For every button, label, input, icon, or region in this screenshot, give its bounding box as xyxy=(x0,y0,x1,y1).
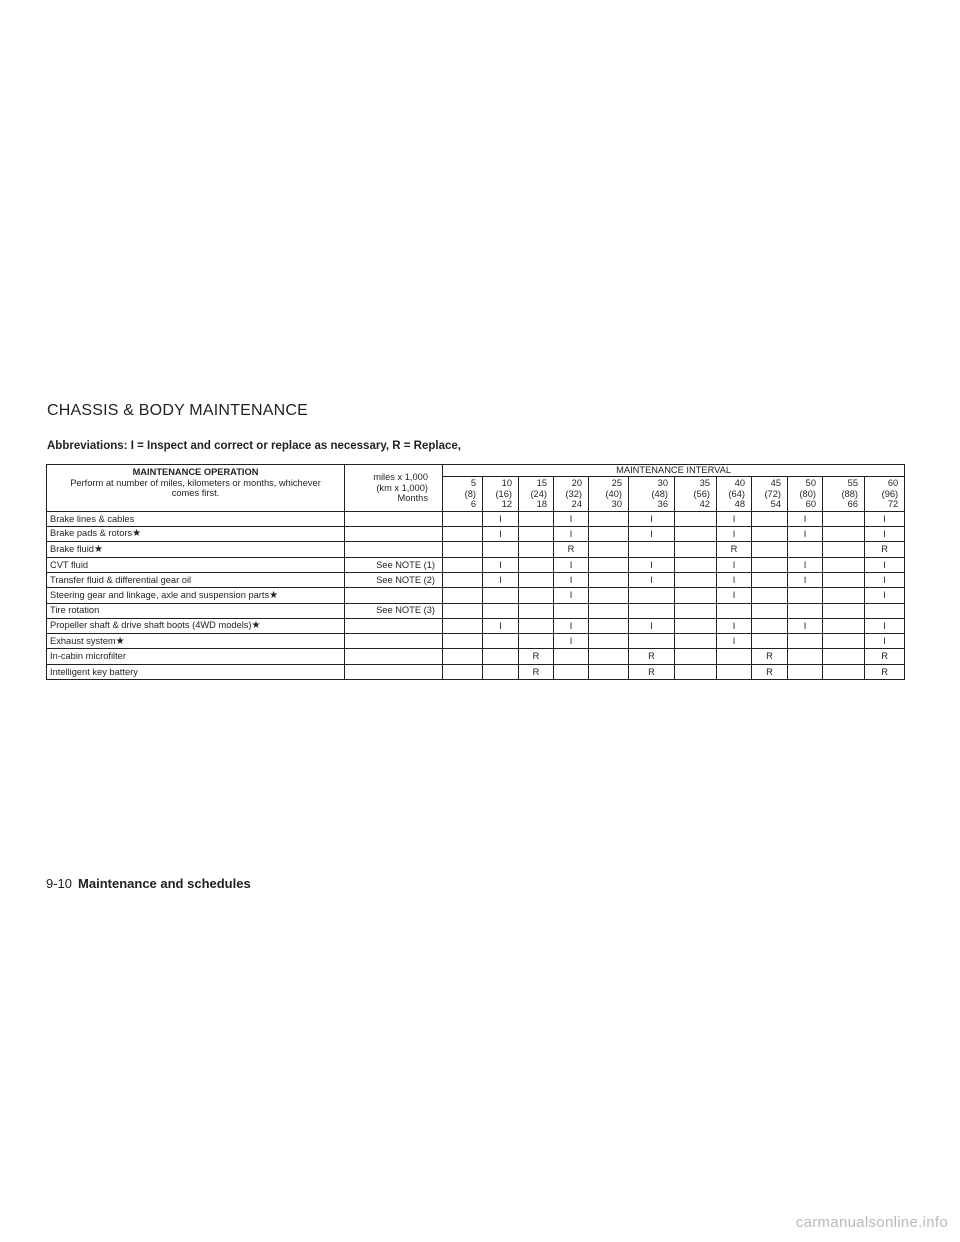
interval-mark xyxy=(519,572,554,587)
interval-mark xyxy=(443,664,483,679)
interval-mark xyxy=(823,542,865,557)
interval-months: 66 xyxy=(847,499,858,510)
operation-item-label: Intelligent key battery xyxy=(50,666,138,677)
units-miles: miles x 1,000 xyxy=(373,472,428,482)
interval-months: 54 xyxy=(770,499,781,510)
watermark: carmanualsonline.info xyxy=(795,1214,948,1231)
interval-mark xyxy=(675,542,717,557)
operation-note: See NOTE (3) xyxy=(345,603,443,618)
interval-mark xyxy=(717,664,752,679)
interval-mark: I xyxy=(483,618,519,633)
interval-km: (64) xyxy=(728,488,745,499)
interval-mark xyxy=(823,618,865,633)
operation-header xyxy=(47,465,345,512)
interval-mark xyxy=(589,634,629,649)
interval-mark xyxy=(752,603,788,618)
interval-mark: I xyxy=(629,557,675,572)
operation-note xyxy=(345,527,443,542)
operation-item-label: Brake lines & cables xyxy=(50,513,135,524)
interval-mark: R xyxy=(629,664,675,679)
interval-mark xyxy=(675,649,717,664)
interval-mark: R xyxy=(865,664,905,679)
interval-mark xyxy=(675,527,717,542)
interval-mark: I xyxy=(554,572,589,587)
table-row xyxy=(47,557,905,572)
operation-item xyxy=(47,588,345,603)
interval-mark xyxy=(717,649,752,664)
interval-mark: I xyxy=(788,618,823,633)
interval-mark xyxy=(823,527,865,542)
interval-mark xyxy=(629,588,675,603)
interval-mark xyxy=(443,572,483,587)
interval-km: (96) xyxy=(881,488,899,499)
interval-months: 42 xyxy=(699,499,710,510)
interval-mark xyxy=(589,572,629,587)
maintenance-table-body xyxy=(47,511,905,679)
interval-column-header xyxy=(788,477,823,512)
interval-mark xyxy=(443,618,483,633)
interval-miles: 50 xyxy=(805,478,816,488)
interval-miles: 45 xyxy=(770,478,781,488)
operation-item xyxy=(47,634,345,649)
interval-mark xyxy=(519,511,554,526)
table-row xyxy=(47,542,905,557)
table-row xyxy=(47,572,905,587)
interval-mark xyxy=(519,527,554,542)
interval-column-header xyxy=(823,477,865,512)
interval-mark xyxy=(675,664,717,679)
interval-mark xyxy=(823,649,865,664)
interval-km: (8) xyxy=(464,488,476,499)
operation-item-label: Exhaust system xyxy=(50,635,116,646)
operation-item xyxy=(47,527,345,542)
interval-mark: R xyxy=(865,649,905,664)
interval-miles: 40 xyxy=(734,478,745,488)
interval-mark: I xyxy=(629,572,675,587)
interval-mark xyxy=(443,542,483,557)
interval-mark xyxy=(823,572,865,587)
interval-miles: 25 xyxy=(611,478,622,488)
interval-miles: 5 xyxy=(470,478,476,488)
maintenance-table xyxy=(46,464,905,680)
interval-mark xyxy=(788,634,823,649)
interval-mark xyxy=(675,557,717,572)
interval-mark xyxy=(675,603,717,618)
operation-item xyxy=(47,664,345,679)
interval-mark: I xyxy=(788,527,823,542)
interval-mark: I xyxy=(483,527,519,542)
interval-mark: I xyxy=(865,572,905,587)
interval-mark xyxy=(788,542,823,557)
interval-column-header xyxy=(752,477,788,512)
interval-mark xyxy=(589,511,629,526)
interval-mark: I xyxy=(629,527,675,542)
interval-mark xyxy=(554,649,589,664)
interval-mark xyxy=(443,634,483,649)
interval-mark xyxy=(788,664,823,679)
interval-mark xyxy=(483,542,519,557)
interval-mark xyxy=(554,664,589,679)
interval-km: (88) xyxy=(841,488,858,499)
star-icon: ★ xyxy=(93,543,103,555)
operation-item xyxy=(47,572,345,587)
interval-mark xyxy=(752,588,788,603)
interval-mark: I xyxy=(865,511,905,526)
operation-item-label: Transfer fluid & differential gear oil xyxy=(50,574,192,585)
operation-header-description: Perform at number of miles, kilometers or months, whichever comes first. xyxy=(70,477,321,499)
interval-mark xyxy=(717,603,752,618)
interval-mark: I xyxy=(483,572,519,587)
interval-mark xyxy=(752,618,788,633)
interval-mark xyxy=(752,557,788,572)
table-row xyxy=(47,603,905,618)
interval-km: (72) xyxy=(764,488,781,499)
interval-mark: I xyxy=(483,557,519,572)
operation-item xyxy=(47,557,345,572)
interval-mark: I xyxy=(717,588,752,603)
interval-mark xyxy=(675,572,717,587)
interval-column-header xyxy=(483,477,519,512)
operation-item-label: In-cabin microfilter xyxy=(50,651,126,662)
interval-mark xyxy=(589,664,629,679)
interval-km: (48) xyxy=(651,488,668,499)
interval-mark xyxy=(443,557,483,572)
interval-months: 48 xyxy=(734,499,745,510)
interval-mark: I xyxy=(554,527,589,542)
interval-mark: R xyxy=(519,664,554,679)
interval-mark: R xyxy=(752,649,788,664)
operation-header-title: MAINTENANCE OPERATION xyxy=(132,467,259,477)
operation-note xyxy=(345,588,443,603)
interval-mark: I xyxy=(865,527,905,542)
interval-miles: 55 xyxy=(847,478,858,488)
interval-column-header xyxy=(717,477,752,512)
abbreviations-note: Abbreviations: I = Inspect and correct or replace as necessary, R = Replace, xyxy=(47,440,461,452)
operation-note xyxy=(345,511,443,526)
interval-mark xyxy=(589,603,629,618)
interval-mark xyxy=(443,588,483,603)
interval-miles: 15 xyxy=(536,478,547,488)
interval-mark: I xyxy=(629,618,675,633)
interval-months: 6 xyxy=(470,499,476,510)
interval-mark: R xyxy=(519,649,554,664)
interval-mark xyxy=(519,557,554,572)
interval-mark: I xyxy=(554,557,589,572)
units-header xyxy=(345,465,443,512)
interval-mark xyxy=(788,588,823,603)
interval-km: (56) xyxy=(693,488,710,499)
interval-mark: I xyxy=(865,618,905,633)
table-row xyxy=(47,664,905,679)
interval-km: (32) xyxy=(565,488,582,499)
interval-mark xyxy=(752,542,788,557)
operation-note: See NOTE (1) xyxy=(345,557,443,572)
units-km: (km x 1,000) xyxy=(376,482,428,493)
interval-mark xyxy=(483,588,519,603)
interval-mark: R xyxy=(717,542,752,557)
interval-months: 12 xyxy=(501,499,512,510)
interval-months: 36 xyxy=(657,499,668,510)
operation-item xyxy=(47,618,345,633)
interval-mark xyxy=(823,664,865,679)
interval-mark xyxy=(483,603,519,618)
operation-item-label: Brake fluid xyxy=(50,543,94,554)
interval-mark: I xyxy=(865,557,905,572)
section-title: CHASSIS & BODY MAINTENANCE xyxy=(47,402,308,419)
interval-column-header xyxy=(443,477,483,512)
interval-mark: I xyxy=(554,511,589,526)
interval-mark: I xyxy=(717,527,752,542)
interval-mark xyxy=(629,634,675,649)
interval-mark xyxy=(443,603,483,618)
interval-miles: 60 xyxy=(887,478,899,488)
interval-mark xyxy=(865,603,905,618)
interval-column-header xyxy=(589,477,629,512)
interval-mark xyxy=(752,511,788,526)
interval-months: 72 xyxy=(887,499,899,510)
interval-mark xyxy=(589,557,629,572)
operation-note xyxy=(345,634,443,649)
operation-item-label: Steering gear and linkage, axle and suspension parts xyxy=(50,589,270,600)
interval-mark: I xyxy=(865,634,905,649)
table-row xyxy=(47,649,905,664)
table-row xyxy=(47,527,905,542)
interval-mark: I xyxy=(554,618,589,633)
interval-months: 60 xyxy=(805,499,816,510)
interval-mark xyxy=(752,527,788,542)
interval-mark xyxy=(519,634,554,649)
interval-mark: I xyxy=(717,634,752,649)
interval-km: (80) xyxy=(799,488,816,499)
operation-item xyxy=(47,542,345,557)
interval-miles: 10 xyxy=(501,478,512,488)
interval-mark: I xyxy=(788,511,823,526)
interval-mark: I xyxy=(865,588,905,603)
interval-months: 18 xyxy=(536,499,547,510)
operation-note xyxy=(345,664,443,679)
interval-mark xyxy=(554,603,589,618)
operation-note xyxy=(345,618,443,633)
interval-mark xyxy=(788,603,823,618)
star-icon: ★ xyxy=(132,528,142,540)
interval-header: MAINTENANCE INTERVAL xyxy=(443,465,905,477)
interval-mark xyxy=(675,588,717,603)
operation-item-label: Propeller shaft & drive shaft boots (4WD models) xyxy=(50,620,252,631)
interval-mark xyxy=(823,588,865,603)
table-row xyxy=(47,511,905,526)
operation-note xyxy=(345,542,443,557)
interval-mark xyxy=(788,649,823,664)
operation-item xyxy=(47,511,345,526)
interval-mark xyxy=(823,557,865,572)
interval-mark: I xyxy=(717,557,752,572)
interval-mark xyxy=(675,511,717,526)
star-icon: ★ xyxy=(269,589,279,601)
interval-mark xyxy=(519,542,554,557)
interval-mark xyxy=(629,542,675,557)
star-icon: ★ xyxy=(251,620,261,632)
interval-mark xyxy=(752,634,788,649)
page-footer xyxy=(46,876,251,891)
operation-item xyxy=(47,649,345,664)
interval-miles: 20 xyxy=(571,478,582,488)
interval-mark xyxy=(483,664,519,679)
table-row xyxy=(47,634,905,649)
interval-mark: I xyxy=(788,572,823,587)
interval-column-header xyxy=(519,477,554,512)
interval-mark xyxy=(443,649,483,664)
interval-mark xyxy=(483,649,519,664)
interval-mark xyxy=(823,634,865,649)
interval-column-header xyxy=(554,477,589,512)
interval-km: (16) xyxy=(495,488,512,499)
operation-item-label: Brake pads & rotors xyxy=(50,528,133,539)
interval-mark: I xyxy=(788,557,823,572)
page-number: 9-10 xyxy=(46,876,73,891)
interval-miles: 30 xyxy=(657,478,668,488)
interval-mark xyxy=(823,603,865,618)
interval-km: (40) xyxy=(605,488,622,499)
interval-mark xyxy=(519,588,554,603)
interval-mark xyxy=(589,588,629,603)
interval-mark xyxy=(589,618,629,633)
interval-column-header xyxy=(629,477,675,512)
interval-mark xyxy=(629,603,675,618)
interval-mark: R xyxy=(865,542,905,557)
interval-mark xyxy=(519,603,554,618)
interval-mark: R xyxy=(752,664,788,679)
interval-mark xyxy=(443,511,483,526)
interval-mark: I xyxy=(717,511,752,526)
operation-item-label: CVT fluid xyxy=(50,559,89,570)
operation-note: See NOTE (2) xyxy=(345,572,443,587)
interval-mark xyxy=(519,618,554,633)
interval-mark xyxy=(675,618,717,633)
interval-mark: I xyxy=(629,511,675,526)
interval-mark: I xyxy=(717,572,752,587)
interval-column-header xyxy=(865,477,905,512)
units-months: Months xyxy=(397,493,428,504)
interval-column-header xyxy=(675,477,717,512)
star-icon: ★ xyxy=(115,635,125,647)
interval-mark: R xyxy=(554,542,589,557)
interval-mark xyxy=(589,649,629,664)
interval-km: (24) xyxy=(530,488,547,499)
interval-mark: I xyxy=(717,618,752,633)
chapter-title: Maintenance and schedules xyxy=(78,876,251,891)
interval-mark xyxy=(823,511,865,526)
operation-note xyxy=(345,649,443,664)
table-row xyxy=(47,588,905,603)
interval-mark: I xyxy=(554,588,589,603)
interval-mark: R xyxy=(629,649,675,664)
interval-mark: I xyxy=(483,511,519,526)
interval-mark xyxy=(675,634,717,649)
operation-item-label: Tire rotation xyxy=(50,605,100,616)
operation-item xyxy=(47,603,345,618)
interval-mark xyxy=(443,527,483,542)
interval-miles: 35 xyxy=(699,478,710,488)
interval-mark xyxy=(589,527,629,542)
interval-mark xyxy=(752,572,788,587)
interval-mark: I xyxy=(554,634,589,649)
interval-mark xyxy=(483,634,519,649)
table-row xyxy=(47,618,905,633)
interval-mark xyxy=(589,542,629,557)
interval-months: 30 xyxy=(611,499,622,510)
interval-months: 24 xyxy=(571,499,582,510)
